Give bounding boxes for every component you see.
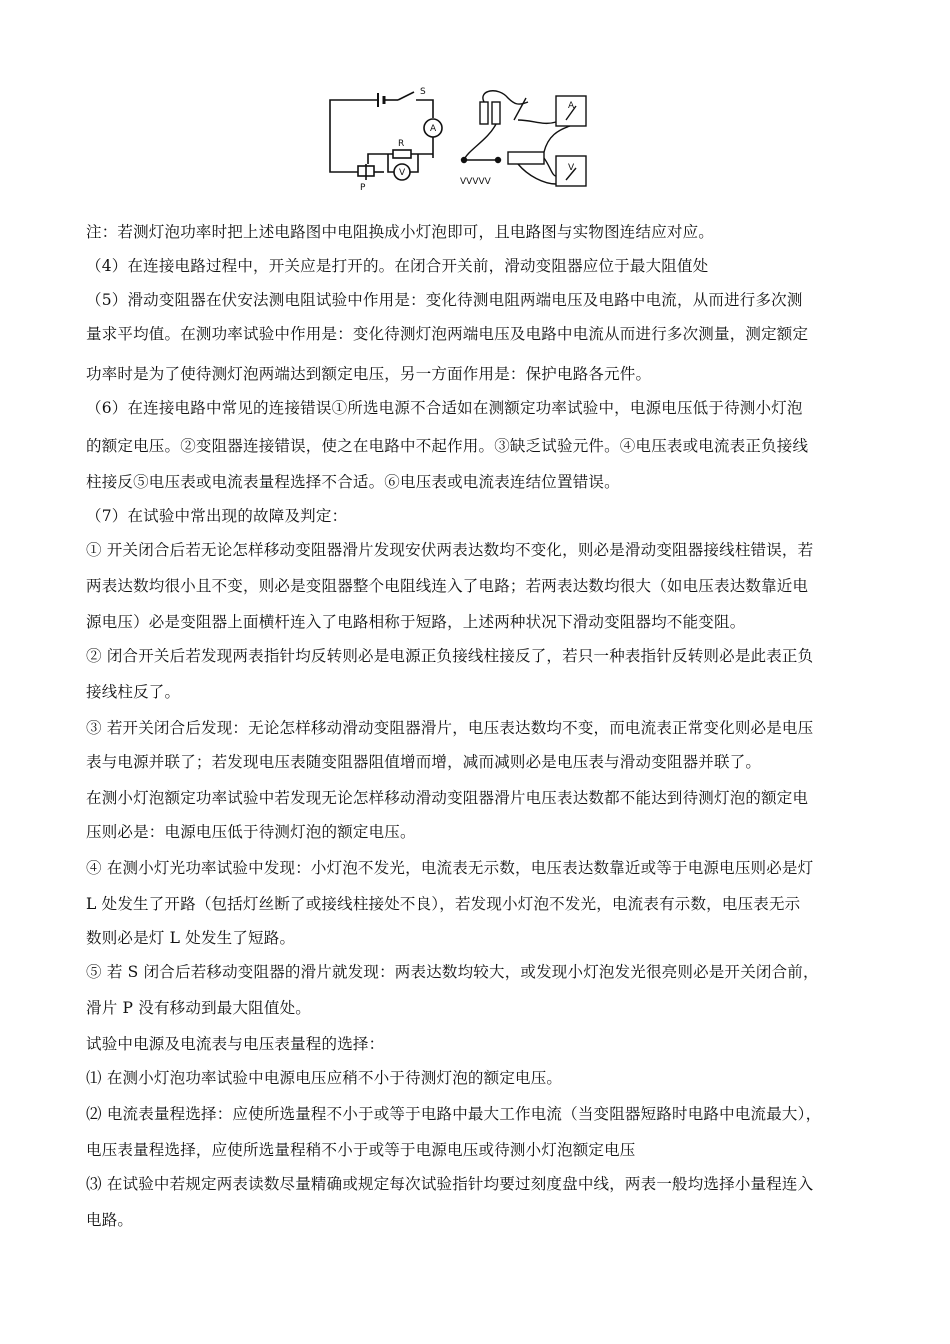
battery-cell bbox=[480, 102, 488, 124]
text-line: 表与电源并联了；若发现电压表随变阻器阻值增而增，减而减则必是电压表与滑动变阻器并联了。 bbox=[86, 753, 762, 771]
text-line: 接线柱反了。 bbox=[86, 683, 181, 701]
wire bbox=[544, 126, 570, 152]
wire bbox=[416, 100, 433, 118]
text-line: （6）在连接电路中常见的连接错误①所选电源不合适如在测额定功率试验中，电源电压低于待测小灯泡 bbox=[86, 399, 803, 417]
text-line: 电路。 bbox=[86, 1211, 134, 1229]
meter-a-label: A bbox=[568, 101, 575, 111]
schematic-labels bbox=[360, 87, 437, 193]
wire bbox=[330, 100, 378, 172]
text-line: （7）在试验中常出现的故障及判定： bbox=[86, 507, 348, 525]
text-line: ⑶ 在试验中若规定两表读数尽量精确或规定每次试验指针均要过刻度盘中线，两表一般均选择小量程连入 bbox=[86, 1175, 814, 1193]
label-s: S bbox=[420, 87, 426, 97]
text-line: 注：若测灯泡功率时把上述电路图中电阻换成小灯泡即可，且电路图与实物图连结应对应。 bbox=[86, 223, 715, 241]
battery-cell bbox=[492, 102, 500, 124]
text-line: ④ 在测小灯光功率试验中发现：小灯泡不发光，电流表无示数，电压表达数靠近或等于电源电压则必是灯 bbox=[86, 859, 814, 877]
switch-lever bbox=[514, 98, 526, 120]
label-a: A bbox=[430, 124, 437, 134]
text-line: ① 开关闭合后若无论怎样移动变阻器滑片发现安伏两表达数均不变化，则必是滑动变阻器接线柱错误，若 bbox=[86, 541, 814, 559]
rheostat-body bbox=[508, 152, 544, 164]
label-v: V bbox=[399, 168, 406, 178]
resistor-icon bbox=[393, 150, 411, 158]
label-r: R bbox=[398, 139, 405, 149]
text-line: 电压表量程选择，应使所选量程稍不小于或等于电源电压或待测小灯泡额定电压 bbox=[86, 1141, 636, 1159]
text-line: （4）在连接电路过程中，开关应是打开的。在闭合开关前，滑动变阻器应位于最大阻值处 bbox=[86, 257, 709, 275]
text-line: L 处发生了开路（包括灯丝断了或接线柱接处不良），若发现小灯泡不发光，电流表有示数，电压表无示 bbox=[86, 895, 801, 913]
text-line: ③ 若开关闭合后发现：无论怎样移动滑动变阻器滑片，电压表达数均不变，而电流表正常变化则必是电压 bbox=[86, 719, 814, 737]
wire bbox=[368, 154, 393, 164]
text-line: 数则必是灯 L 处发生了短路。 bbox=[86, 929, 296, 947]
text-line: 功率时是为了使待测灯泡两端达到额定电压，另一方面作用是：保护电路各元件。 bbox=[86, 365, 652, 383]
terminal bbox=[496, 158, 501, 163]
wire bbox=[518, 120, 556, 123]
text-line: 在测小灯泡额定功率试验中若发现无论怎样移动滑动变阻器滑片电压表达数都不能达到待测灯泡的额定电 bbox=[86, 789, 809, 807]
wire bbox=[544, 158, 556, 176]
label-p: P bbox=[360, 183, 366, 193]
wire bbox=[518, 164, 556, 184]
text-line: ② 闭合开关后若发现两表指针均反转则必是电源正负接线柱接反了，若只一种表指针反转则必是此表正负 bbox=[86, 647, 814, 665]
wire bbox=[483, 91, 528, 104]
text-line: 的额定电压。②变阻器连接错误，使之在电路中不起作用。③缺乏试验元件。④电压表或电流表正负接线 bbox=[86, 437, 809, 455]
text-line: 两表达数均很小且不变，则必是变阻器整个电阻线连入了电路；若两表达数均很大（如电压表达数靠近电 bbox=[86, 577, 809, 595]
text-line: ⑤ 若 S 闭合后若移动变阻器的滑片就发现：两表达数均较大，或发现小灯泡发光很亮则必是开关闭合前， bbox=[86, 963, 819, 981]
schematic-diagram bbox=[330, 92, 442, 180]
text-line: ⑵ 电流表量程选择：应使所选量程不小于或等于电路中最大工作电流（当变阻器短路时电路中电流最大）， bbox=[86, 1105, 822, 1123]
text-line: 量求平均值。在测功率试验中作用是：变化待测灯泡两端电压及电路中电流从而进行多次测量，测定额定 bbox=[86, 325, 809, 343]
circuit-figure bbox=[318, 80, 598, 200]
text-line: ⑴ 在测小灯泡功率试验中电源电压应稍不小于待测灯泡的额定电压。 bbox=[86, 1069, 563, 1087]
terminal-label: VVVVV bbox=[460, 177, 491, 187]
text-line: 压则必是：电源电压低于待测灯泡的额定电压。 bbox=[86, 823, 416, 841]
meter-v-label: V bbox=[568, 163, 575, 173]
text-line: （5）滑动变阻器在伏安法测电阻试验中作用是：变化待测电阻两端电压及电路中电流，从而进行多次测 bbox=[86, 291, 803, 309]
text-line: 滑片 P 没有移动到最大阻值处。 bbox=[86, 999, 311, 1017]
text-line: 源电压）必是变阻器上面横杆连入了电路相称于短路，上述两种状况下滑动变阻器均不能变阻。 bbox=[86, 613, 746, 631]
text-line: 试验中电源及电流表与电压表量程的选择： bbox=[86, 1035, 385, 1053]
text-line: 柱接反⑤电压表或电流表量程选择不合适。⑥电压表或电流表连结位置错误。 bbox=[86, 473, 620, 491]
terminal bbox=[462, 158, 467, 163]
wire bbox=[464, 124, 496, 160]
switch-icon bbox=[398, 92, 414, 100]
